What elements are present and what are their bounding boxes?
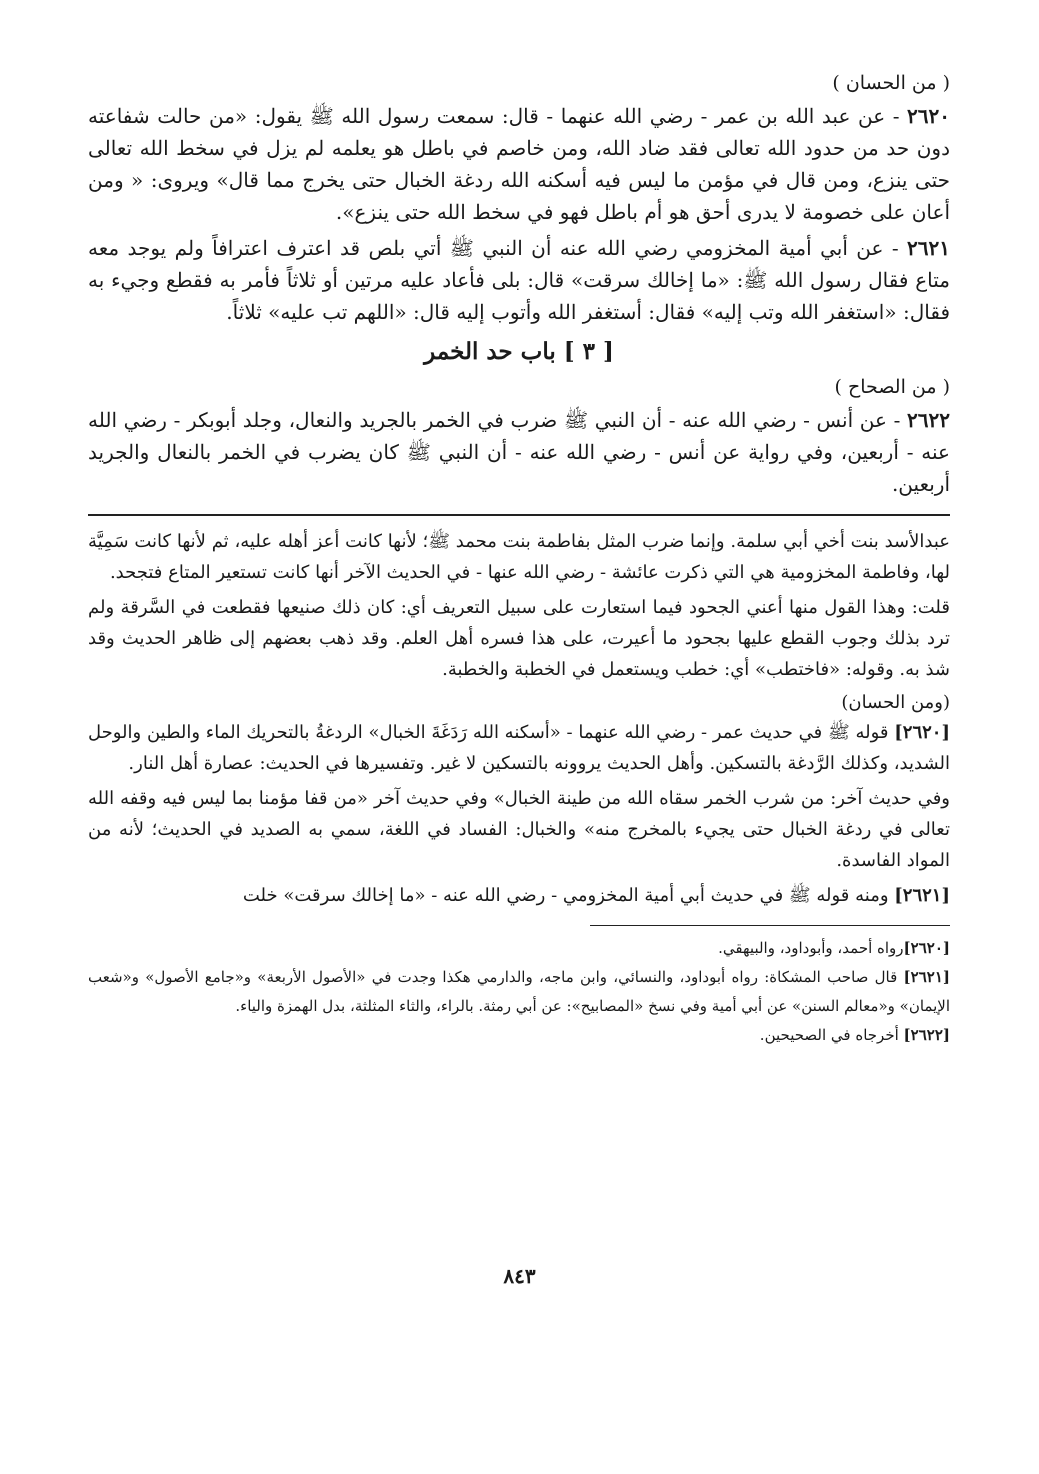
footnote-number: [٢٦٢٠] [903, 939, 950, 957]
page-number: ٨٤٣ [503, 1264, 536, 1288]
hadith-2620 [88, 100, 950, 228]
commentary-ref-number: [٢٦٢١] [894, 885, 950, 906]
commentary-text: ومنه قوله ﷺ في حديث أبي أمية المخزومي - رضي الله عنه - «ما إخالك سرقت» خلت [242, 885, 895, 906]
chapter-title: [ ٣ ] باب حد الخمر [424, 338, 614, 365]
section-label-sihah: ( من الصحاح ) [834, 376, 950, 398]
hadith-text: - عن عبد الله بن عمر - رضي الله عنهما - قال: سمعت رسول الله ﷺ يقول: «من حالت شفاعته دون حد من حدود الله تعالى فقد ضاد الله، ومن خاصم في باطل هو يعلمه لم يزل في سخط الله تعالى حتى ينزع، ومن قال في مؤمن ما ليس فيه أسكنه الله ردغة الخبال حتى يخرج مما قال» ويروى: « ومن أعان على خصومة لا يدرى أحق هو أم باطل فهو في سخط الله حتى ينزع». [88, 104, 950, 224]
hadith-2622 [88, 404, 950, 500]
footnote-number: [٢٦٢٢] [903, 1026, 950, 1044]
footnote-text: قال صاحب المشكاة: رواه أبوداود، والنسائي، وابن ماجه، والدارمي هكذا وجدت في «الأصول الأربعة» و«جامع الأصول» و«شعب الإيمان» و«معالم السنن» عن أبي أمية وفي نسخ «المصابيح»: عن أبي رمثة. بالراء، والثاء المثلثة، بدل الهمزة والياء. [88, 968, 950, 1015]
commentary-paragraph [88, 717, 950, 779]
footnote-number: [٢٦٢١] [903, 968, 950, 986]
hadith-2621 [88, 232, 950, 328]
footnote [88, 1021, 950, 1050]
commentary-paragraph: عبدالأسد بنت أخي أبي سلمة. وإنما ضرب المثل بفاطمة بنت محمد ﷺ؛ لأنها كانت أعز أهله عليه، ثم لأنها كانت سَمِيَّة لها، وفاطمة المخزومية هي التي ذكرت عائشة - رضي الله عنها - في الحديث الآخر أنها كانت تستعير المتاع فتجحد. [88, 531, 950, 583]
commentary-section-label: (ومن الحسان) [841, 692, 950, 713]
commentary-paragraph: قلت: وهذا القول منها أعني الجحود فيما استعارت على سبيل التعريف أي: كان ذلك صنيعها فقطعت في السَّرقة ولم ترد بذلك وجوب القطع عليها بجحود ما أعيرت، على هذا فسره أهل العلم. وقد ذهب بعضهم إلى ظاهر الحديث وقد شذ به. وقوله: «فاختطب» أي: خطب ويستعمل في الخطبة والخطبة. [88, 597, 950, 680]
hadith-text: - عن أنس - رضي الله عنه - أن النبي ﷺ ضرب في الخمر بالجريد والنعال، وجلد أبوبكر - رضي الله عنه - أربعين، وفي رواية عن أنس - رضي الله عنه - أن النبي ﷺ كان يضرب في الخمر بالنعال والجريد أربعين. [88, 408, 950, 496]
section-label-hasan: ( من الحسان ) [832, 72, 950, 94]
hadith-number: ٢٦٢٢ [907, 408, 950, 432]
footnote [88, 934, 950, 963]
footnote [88, 963, 950, 1021]
footnote-text: أخرجاه في الصحيحين. [759, 1026, 904, 1044]
page-body [88, 68, 950, 1050]
footnote-text: رواه أحمد، وأبوداود، والبيهقي. [718, 939, 904, 957]
footnote-divider [590, 925, 950, 926]
hadith-number: ٢٦٢٠ [907, 104, 950, 128]
commentary-ref-number: [٢٦٢٠] [894, 722, 950, 743]
commentary-paragraph [88, 880, 950, 911]
hadith-number: ٢٦٢١ [907, 236, 950, 260]
commentary-paragraph: وفي حديث آخر: من شرب الخمر سقاه الله من طينة الخبال» وفي حديث آخر «من قفا مؤمنا بما ليس فيه وقفه الله تعالى في ردغة الخبال حتى يجيء بالمخرج منه» والخبال: الفساد في اللغة، سمي به الصديد في الحديث؛ لأنه من المواد الفاسدة. [88, 788, 950, 871]
commentary-divider [88, 514, 950, 516]
hadith-text: - عن أبي أمية المخزومي رضي الله عنه أن النبي ﷺ أتي بلص قد اعترف اعترافاً ولم يوجد معه متاع فقال رسول الله ﷺ: «ما إخالك سرقت» قال: بلى فأعاد عليه مرتين أو ثلاثاً فأمر به فقطع وجيء به فقال: «استغفر الله وتب إليه» فقال: أستغفر الله وأتوب إليه قال: «اللهم تب عليه» ثلاثاً. [88, 236, 950, 324]
commentary-text: قوله ﷺ في حديث عمر - رضي الله عنهما - «أسكنه الله رَدَغَةَ الخبال» الردغةُ بالتحريك الماء والطين والوحل الشديد، وكذلك الرَّدغة بالتسكين. وأهل الحديث يروونه بالتسكين لا غير. وتفسيرها في الحديث: عصارة أهل النار. [88, 722, 950, 774]
